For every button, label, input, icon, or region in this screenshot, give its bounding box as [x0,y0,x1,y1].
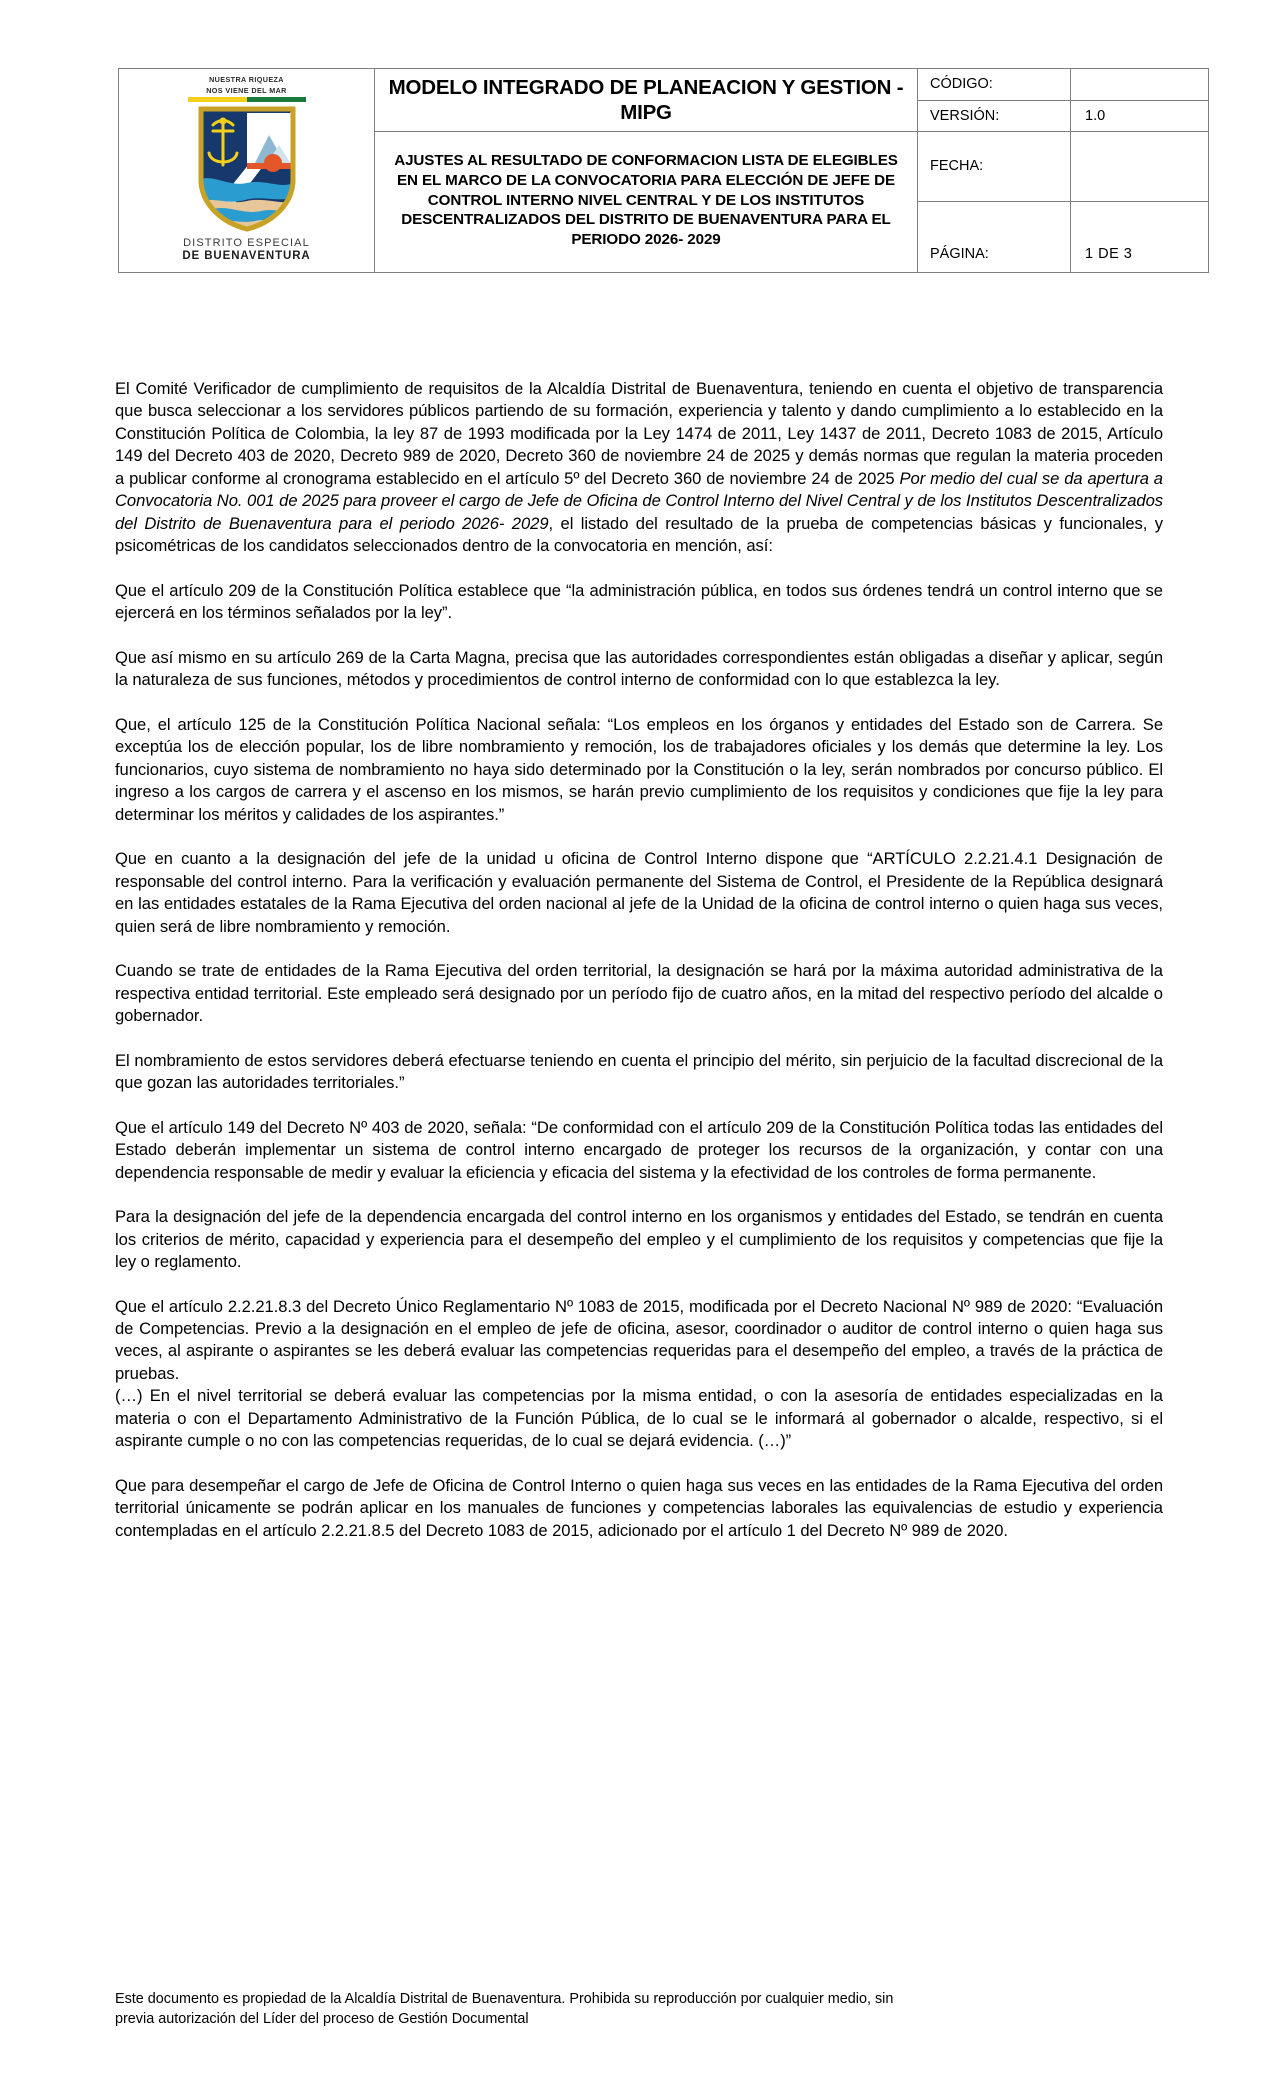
paragraph-1 [115,378,1163,558]
shield-icon [195,105,299,233]
pagina-value: 1 DE 3 [1071,201,1209,272]
paragraph-4: Que, el artículo 125 de la Constitución Política Nacional señala: “Los empleos en los órganos y entidades del Estado son de Carrera. Se exceptúa los de elección popular, los de libre nombramiento y remoción, los de trabajadores oficiales y los demás que determine la ley. Los funcionarios, cuyo sistema de nombramiento no haya sido determinado por la Constitución o la ley, serán nombrados por concurso público. El ingreso a los cargos de carrera y el ascenso en los mismos, se harán previo cumplimiento de los requisitos y condiciones que fije la ley para determinar los méritos y calidades de los aspirantes.” [115,714,1163,824]
document-main-title: MODELO INTEGRADO DE PLANEACION Y GESTION - MIPG [388,76,904,124]
document-body [115,378,1163,1542]
footer-line-1: Este documento es propiedad de la Alcaldía Distrital de Buenaventura. Prohibida su reproducción por cualquier medio, sin [115,1991,894,2007]
pagina-label: PÁGINA: [918,201,1071,272]
header-row-title-main [119,69,1209,101]
buenaventura-coat-of-arms-logo [152,75,342,262]
document-header [118,68,1158,273]
paragraph-3: Que así mismo en su artículo 269 de la Carta Magna, precisa que las autoridades correspondientes están obligadas a diseñar y aplicar, según la naturaleza de sus funciones, métodos y procedimientos de control interno de conformidad con lo que establezca la ley. [115,647,1163,690]
footer-line-2: previa autorización del Líder del proceso de Gestión Documental [115,2010,529,2027]
paragraph-6: Cuando se trate de entidades de la Rama Ejecutiva del orden territorial, la designación se hará por la máxima autoridad administrativa de la respectiva entidad territorial. Este empleado será designado por un período fijo de cuatro años, en la mitad del respectivo período del alcalde o gobernador. [115,961,1163,1026]
codigo-label: CÓDIGO: [918,69,1071,101]
paragraph-9: Para la designación del jefe de la dependencia encargada del control interno en los organismos y entidades del Estado, se tendrán en cuenta los criterios de mérito, capacidad y experiencia para el desempeño del empleo y el cumplimiento de los requisitos y competencias que fije la ley o reglamento. [115,1207,1163,1272]
paragraph-1-part-b: , el listado del resultado de la prueba de competencias básicas y funcionales, y psicométricas de los candidatos seleccionados dentro de la convocatoria en mención, así: [115,513,1163,556]
version-value: 1.0 [1071,100,1209,132]
header-title-sub-cell [375,132,918,273]
logo-accent-bars [188,97,306,102]
fecha-label: FECHA: [918,132,1071,202]
document-sub-title: AJUSTES AL RESULTADO DE CONFORMACION LISTA DE ELEGIBLES EN EL MARCO DE LA CONVOCATORIA PARA ELECCIÓN DE JEFE DE CONTROL INTERNO NIVEL CENTRAL Y DE LOS INSTITUTOS DESCENTRALIZADOS DEL DISTRITO DE BUENAVENTURA PARA EL PERIODO 2026- 2029 [394,152,898,249]
paragraph-7: El nombramiento de estos servidores deberá efectuarse teniendo en cuenta el principio del mérito, sin perjuicio de la facultad discrecional de la que gozan las autoridades territoriales.” [115,1050,1163,1093]
logo-motto-line2: NOS VIENE DEL MAR [206,86,287,95]
paragraph-2: Que el artículo 209 de la Constitución Política establece que “la administración pública, en todos sus órdenes tendrá un control interno que se ejercerá en los términos señalados por la ley”. [115,580,1163,623]
logo-cell [119,69,375,273]
paragraph-12: Que para desempeñar el cargo de Jefe de Oficina de Control Interno o quien haga sus veces en las entidades de la Rama Ejecutiva del orden territorial únicamente se podrán aplicar en los manuales de funciones y competencias laborales las equivalencias de estudio y experiencia contempladas en el artículo 2.2.21.8.5 del Decreto 1083 de 2015, adicionado por el artículo 1 del Decreto Nº 989 de 2020. [115,1475,1163,1540]
logo-motto-line1: NUESTRA RIQUEZA [209,75,284,84]
logo-entity-line2: DE BUENAVENTURA [182,250,311,262]
version-label: VERSIÓN: [918,100,1071,132]
fecha-value [1071,132,1209,202]
header-table [118,68,1209,273]
paragraph-10: Que el artículo 2.2.21.8.3 del Decreto Único Reglamentario Nº 1083 de 2015, modificada por el Decreto Nacional Nº 989 de 2020: “Evaluación de Competencias. Previo a la designación en el empleo de jefe de oficina, asesor, coordinador o auditor de control interno o quien haga sus veces, al aspirante o aspirantes se les deberá evaluar las competencias requeridas para el desempeño del empleo, a través de la práctica de pruebas. [115,1296,1163,1383]
paragraph-1-italic: Por medio del cual se da apertura a Convocatoria No. 001 de 2025 para proveer el cargo de Jefe de Oficina de Control Interno del Nivel Central y de los Institutos Descentralizados del Distrito de Buenaventura para el periodo 2026- 2029 [115,468,1163,533]
paragraph-11: (…) En el nivel territorial se deberá evaluar las competencias por la misma entidad, o con la asesoría de entidades especializadas en la materia o con el Departamento Administrativo de la Función Pública, de lo cual se le informará al gobernador o alcalde, respectivo, si el aspirante cumple o no con las competencias requeridas, de lo cual se dejará evidencia. (…)” [115,1386,1163,1451]
paragraph-8: Que el artículo 149 del Decreto Nº 403 de 2020, señala: “De conformidad con el artículo 209 de la Constitución Política todas las entidades del Estado deberán implementar un sistema de control interno encargado de proteger los recursos de la organización, y contar con una dependencia responsable de medir y evaluar la eficiencia y eficacia del sistema y la efectividad de los controles de forma permanente. [115,1117,1163,1182]
paragraph-5: Que en cuanto a la designación del jefe de la unidad u oficina de Control Interno dispone que “ARTÍCULO 2.2.21.4.1 Designación de responsable del control interno. Para la verificación y evaluación permanente del Sistema de Control, el Presidente de la República designará en las entidades estatales de la Rama Ejecutiva del orden nacional al jefe de la Unidad de la oficina de control interno o quien haga sus veces, quien será de libre nombramiento y remoción. [115,849,1163,936]
codigo-value [1071,69,1209,101]
document-footer [115,1990,1163,2030]
logo-entity-line1: DISTRITO ESPECIAL [183,237,310,249]
paragraph-1-part-a: El Comité Verificador de cumplimiento de requisitos de la Alcaldía Distrital de Buenaventura, teniendo en cuenta el objetivo de transparencia que busca seleccionar a los servidores públicos partiendo de su formación, experiencia y talento y dando cumplimiento a lo establecido en la Constitución Política de Colombia, la ley 87 de 1993 modificada por la Ley 1474 de 2011, Ley 1437 de 2011, Decreto 1083 de 2015, Artículo 149 del Decreto 403 de 2020, Decreto 989 de 2020, Decreto 360 de noviembre 24 de 2025 y demás normas que regulan la materia proceden a publicar conforme al cronograma establecido en el artículo 5º del Decreto 360 de noviembre 24 de 2025 [115,379,1163,488]
header-title-main-cell [375,69,918,132]
